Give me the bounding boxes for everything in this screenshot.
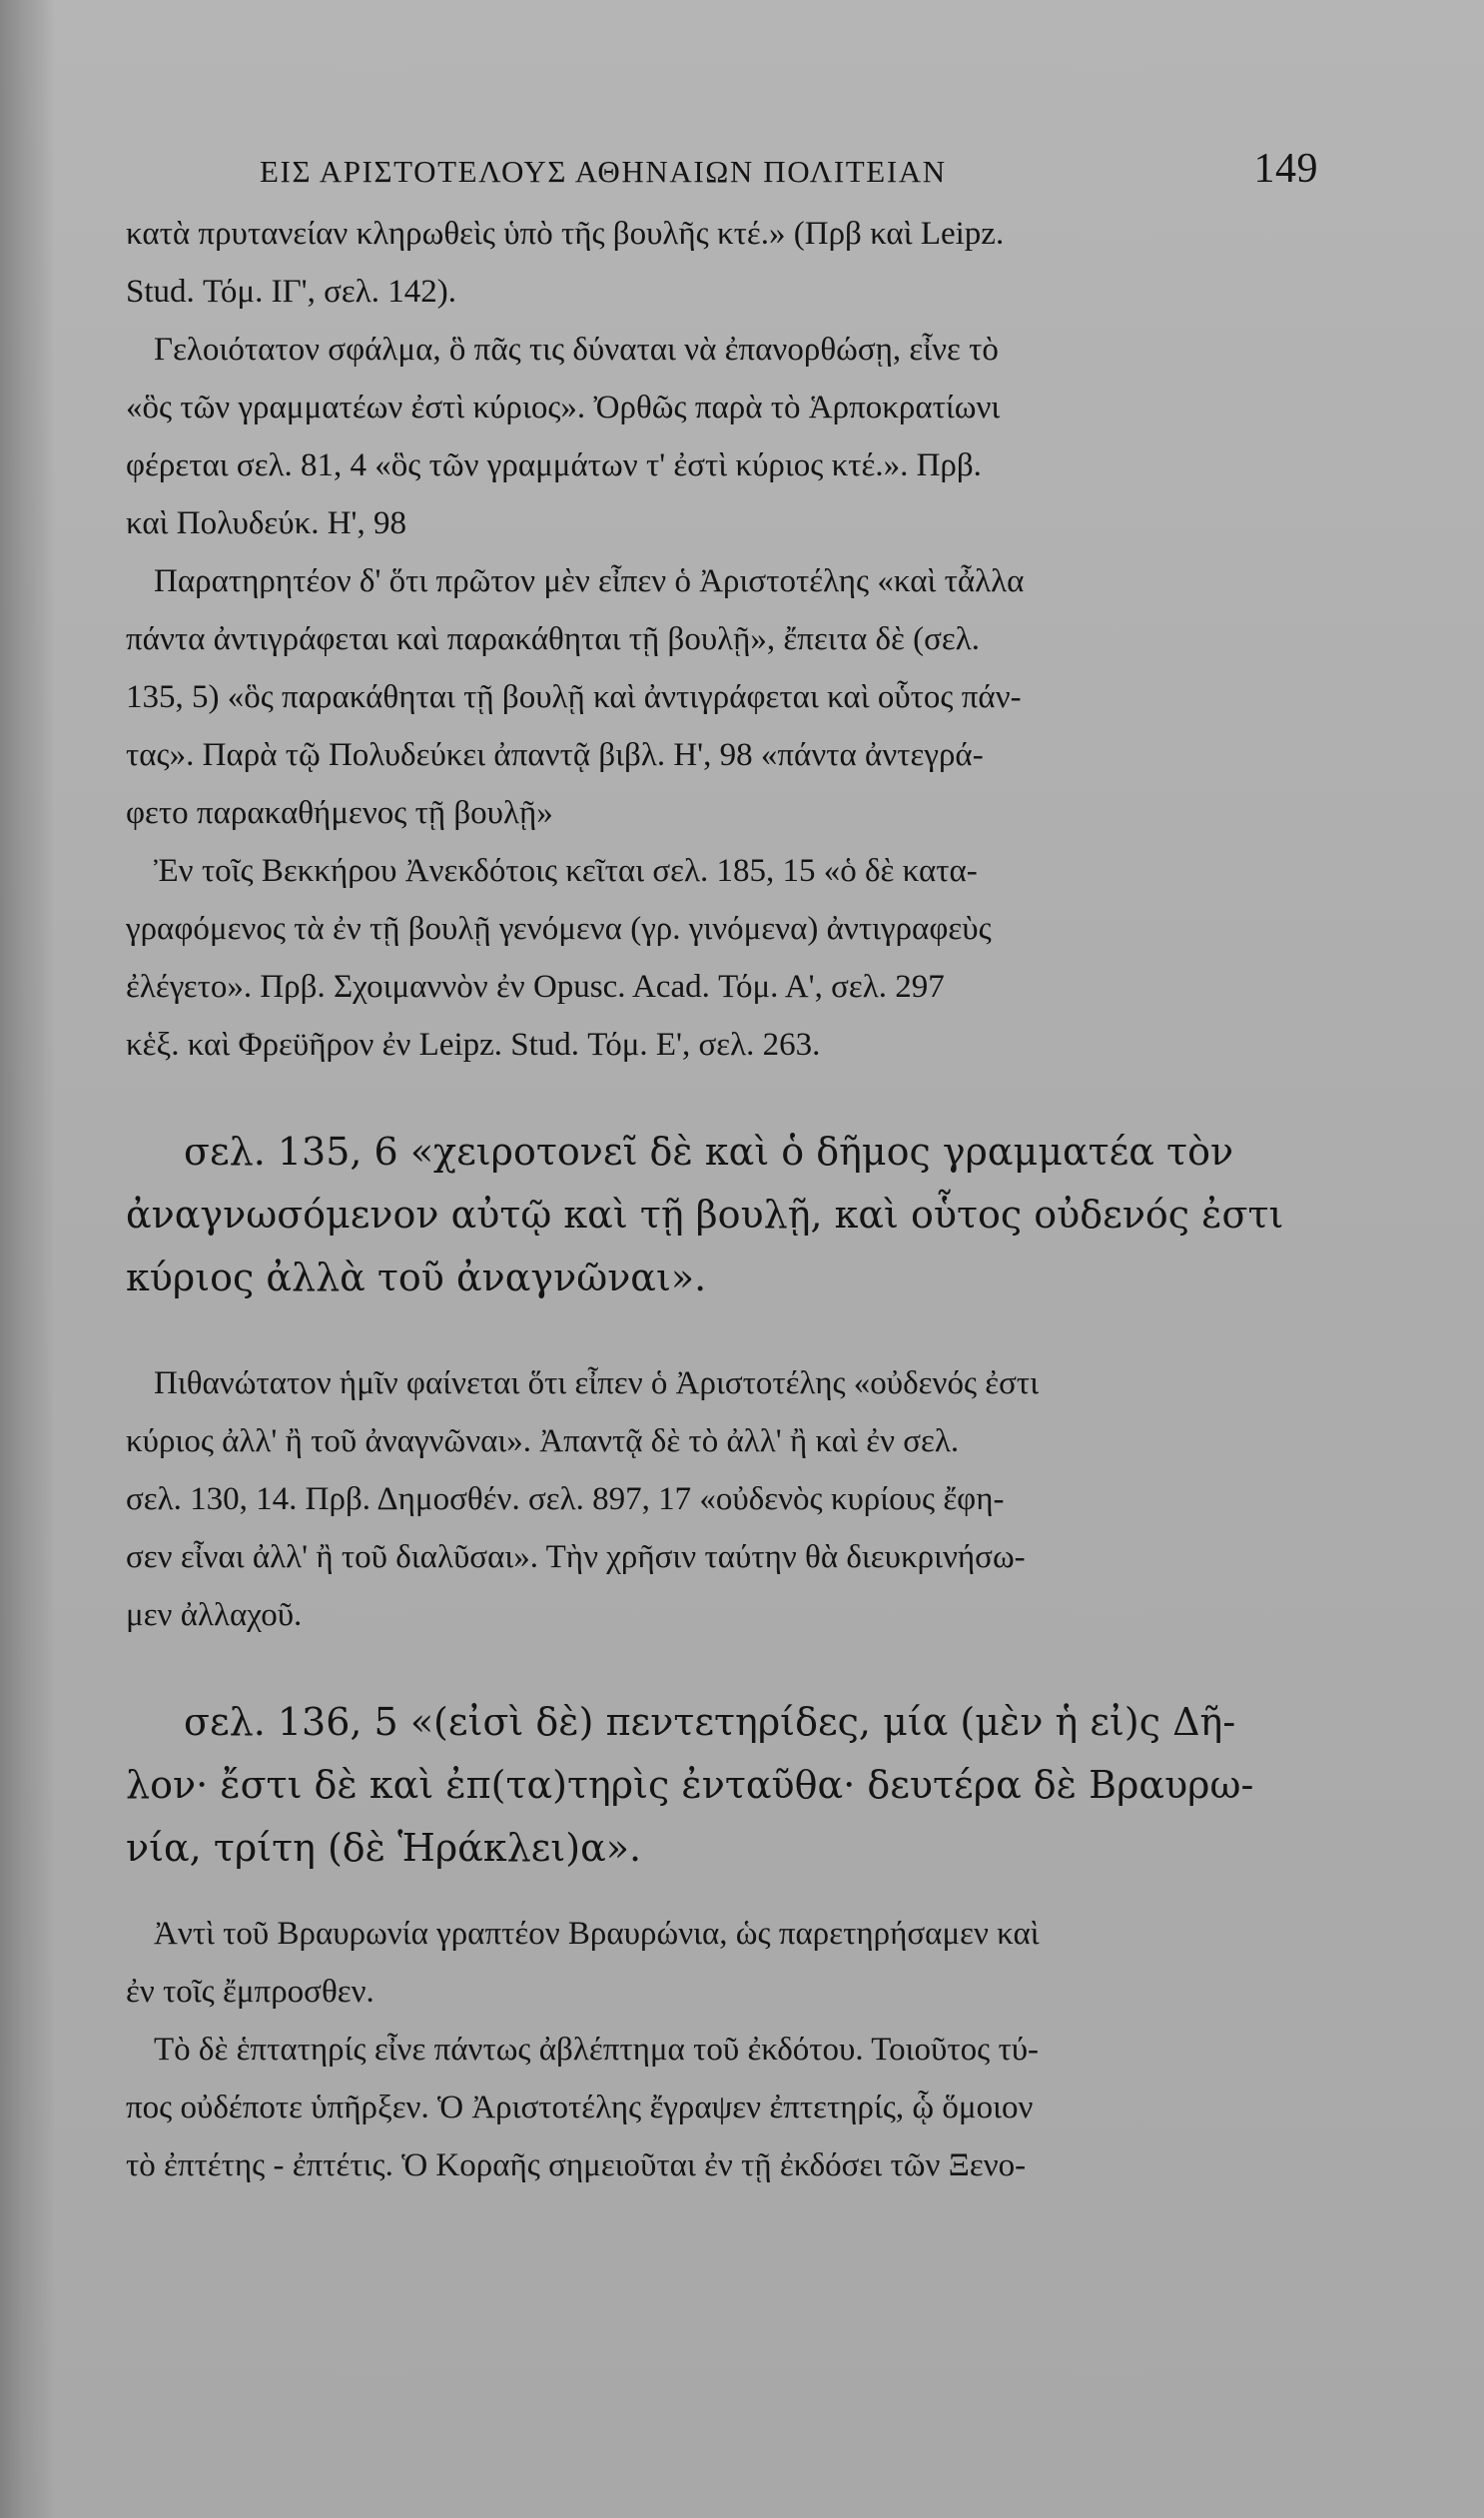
text-line: καὶ Πολυδεύκ. Η', 98 [126, 505, 406, 541]
text-line: τὸ ἐπτέτης - ἐπτέτις. Ὁ Κοραῆς σημειοῦται ἐν τῇ ἐκδόσει τῶν Ξενο- [126, 2147, 1027, 2183]
running-title: ΕΙΣ ΑΡΙΣΤΟΤΕΛΟΥΣ ΑΘΗΝΑΙΩΝ ΠΟΛΙΤΕΙΑΝ [260, 154, 947, 189]
paragraph-6 [126, 1918, 1314, 2034]
paragraph-7 [126, 2034, 1314, 2207]
text-line: Πιθανώτατον ἡμῖν φαίνεται ὅτι εἶπεν ὁ Ἀριστοτέλης «οὐδενός ἐστι [154, 1365, 1040, 1401]
text-line: κἑξ. καὶ Φρεϋῆρον ἐν Leipz. Stud. Τόμ. Ε', σελ. 263. [126, 1027, 821, 1063]
page-number: 149 [1253, 146, 1318, 192]
text-line: μεν ἀλλαχοῦ. [126, 1597, 303, 1633]
paragraph-2 [126, 334, 1314, 565]
paragraph-5 [126, 1367, 1314, 1657]
text-line: σελ. 130, 14. Πρβ. Δημοσθέν. σελ. 897, 17 «οὐδενὸς κυρίους ἔφη- [126, 1481, 1005, 1517]
text-line: κύριος ἀλλ' ἢ τοῦ ἀναγνῶναι». Ἀπαντᾷ δὲ τὸ ἀλλ' ἢ καὶ ἐν σελ. [126, 1423, 960, 1459]
paragraph-1 [126, 218, 1314, 334]
page-body [126, 218, 1314, 2207]
text-line: γραφόμενος τὰ ἐν τῇ βουλῇ γενόμενα (γρ. γινόμενα) ἀντιγραφεὺς [126, 911, 992, 947]
text-line: Ἀντὶ τοῦ Βραυρωνία γραπτέον Βραυρώνια, ὡς παρετηρήσαμεν καὶ [154, 1916, 1040, 1952]
quoted-lemma-2 [126, 1700, 1314, 1892]
text-line: ἐλέγετο». Πρβ. Σχοιμαννὸν ἐν Opusc. Acad. Τόμ. Α', σελ. 297 [126, 969, 945, 1005]
text-line: Ἐν τοῖς Βεκκήρου Ἀνεκδότοις κεῖται σελ. 185, 15 «ὁ δὲ κατα- [154, 853, 978, 889]
quoted-lemma-1 [126, 1130, 1314, 1321]
text-line: 135, 5) «ὃς παρακάθηται τῇ βουλῇ καὶ ἀντιγράφεται καὶ οὗτος πάν- [126, 679, 1022, 715]
text-line: ἀναγνωσόμενον αὐτῷ καὶ τῇ βουλῇ, καὶ οὗτος οὐδενός ἐστι [126, 1193, 1284, 1237]
text-line: κατὰ πρυτανείαν κληρωθεὶς ὑπὸ τῆς βουλῆς κτέ.» (Πρβ καὶ Leipz. [126, 216, 1005, 252]
text-line: λον· ἔστι δὲ καὶ ἐπ(τα)τηρὶς ἐνταῦθα· δευτέρα δὲ Βραυρω- [126, 1763, 1254, 1807]
text-line: τας». Παρὰ τῷ Πολυδεύκει ἀπαντᾷ βιβλ. Η', 98 «πάντα ἀντεγρά- [126, 737, 984, 773]
section-gap [126, 1657, 1314, 1703]
running-header [260, 145, 1318, 195]
text-line: φετο παρακαθήμενος τῇ βουλῇ» [126, 795, 553, 831]
text-line: Γελοιότατον σφάλμα, ὃ πᾶς τις δύναται νὰ ἐπανορθώσῃ, εἶνε τὸ [154, 332, 999, 368]
text-line: σεν εἶναι ἀλλ' ἢ τοῦ διαλῦσαι». Τὴν χρῆσιν ταύτην θὰ διευκρινήσω- [126, 1539, 1026, 1575]
text-line: σελ. 136, 5 «(εἰσὶ δὲ) πεντετηρίδες, μία (μὲν ἡ εἰ)ς Δῆ- [184, 1700, 1236, 1744]
section-gap [126, 1892, 1314, 1918]
text-line: φέρεται σελ. 81, 4 «ὃς τῶν γραμμάτων τ' ἐστὶ κύριος κτέ.». Πρβ. [126, 447, 982, 483]
text-line: ἐν τοῖς ἔμπροσθεν. [126, 1974, 374, 2010]
text-line: «ὃς τῶν γραμματέων ἐστὶ κύριος». Ὀρθῶς παρὰ τὸ Ἁρποκρατίωνι [126, 390, 1001, 425]
section-gap [126, 1087, 1314, 1133]
section-gap [126, 1321, 1314, 1367]
paragraph-3 [126, 565, 1314, 855]
text-line: πάντα ἀντιγράφεται καὶ παρακάθηται τῇ βουλῇ», ἔπειτα δὲ (σελ. [126, 621, 981, 657]
text-line: κύριος ἀλλὰ τοῦ ἀναγνῶναι». [126, 1256, 707, 1299]
text-line: Τὸ δὲ ἑπτατηρίς εἶνε πάντως ἀβλέπτημα τοῦ ἐκδότου. Τοιοῦτος τύ- [154, 2032, 1040, 2068]
text-line: Stud. Τόμ. ΙΓ', σελ. 142). [126, 274, 456, 310]
paragraph-4 [126, 855, 1314, 1087]
text-line: νία, τρίτη (δὲ Ἡράκλει)α». [126, 1826, 642, 1870]
text-line: σελ. 135, 6 «χειροτονεῖ δὲ καὶ ὁ δῆμος γραμματέα τὸν [184, 1130, 1234, 1174]
text-line: Παρατηρητέον δ' ὅτι πρῶτον μὲν εἶπεν ὁ Ἀριστοτέλης «καὶ τἆλλα [154, 563, 1025, 599]
text-line: πος οὐδέποτε ὑπῆρξεν. Ὁ Ἀριστοτέλης ἔγραψεν ἐπτετηρίς, ᾧ ὅμοιον [126, 2090, 1034, 2125]
